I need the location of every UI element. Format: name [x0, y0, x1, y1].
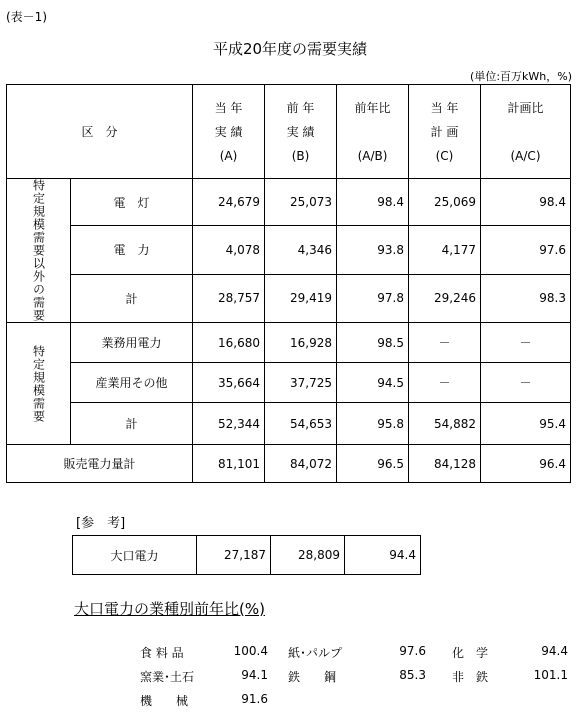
- industry-label: 窯業･土石: [140, 670, 195, 684]
- table-row: [7, 179, 571, 226]
- table-row: [73, 536, 421, 575]
- industry-label: 非 鉄: [452, 670, 489, 684]
- cell-c: 4,177: [409, 226, 481, 274]
- cell-c: 25,069: [409, 179, 481, 226]
- group-label: 特定規模需要以外の需要: [31, 179, 46, 322]
- row-label: 計: [71, 274, 193, 322]
- cell-c: 54,882: [409, 403, 481, 445]
- header-line: 前 年: [286, 100, 315, 115]
- header-line: (A/C): [510, 148, 541, 163]
- cell-a: 16,680: [193, 323, 265, 363]
- cell-a: 35,664: [193, 363, 265, 403]
- header-line: 実 績: [214, 124, 243, 139]
- cell-ab: 95.8: [337, 403, 409, 445]
- group-label: 特定規模需要: [31, 344, 46, 423]
- table-label: (表－1): [6, 10, 47, 24]
- industry-value: 91.6: [241, 692, 268, 706]
- industry-value: 97.6: [399, 644, 426, 658]
- header-line: 当 年: [430, 100, 459, 115]
- cell-b: 84,072: [265, 445, 337, 483]
- header-current-year: [193, 85, 265, 179]
- row-label: 電 灯: [71, 179, 193, 226]
- header-line: 計 画: [430, 124, 459, 139]
- cell-c: 29,246: [409, 274, 481, 322]
- cell-b: 28,809: [271, 536, 345, 575]
- cell-c: 84,128: [409, 445, 481, 483]
- industry-value: 100.4: [233, 644, 268, 658]
- table-row: [7, 226, 571, 274]
- reference-table: [72, 535, 421, 575]
- cell-b: 37,725: [265, 363, 337, 403]
- industry-value: 85.3: [399, 668, 426, 682]
- industry-value: 94.4: [541, 644, 568, 658]
- group-specified: [7, 323, 71, 445]
- header-line: (A/B): [357, 148, 388, 163]
- cell-ab: 94.4: [345, 536, 421, 575]
- industry-title: 大口電力の業種別前年比(%): [74, 600, 265, 618]
- header-line: 前年比: [354, 100, 391, 115]
- cell-ac: －: [481, 363, 571, 403]
- header-line: (A): [219, 148, 238, 163]
- cell-ac: 95.4: [481, 403, 571, 445]
- unit-note: (単位:百万kWh，%): [470, 70, 572, 83]
- industry-label: 紙･パルプ: [288, 646, 343, 660]
- cell-c: －: [409, 323, 481, 363]
- page-title: 平成20年度の需要実績: [212, 40, 368, 58]
- header-line: (B): [291, 148, 310, 163]
- cell-a: 81,101: [193, 445, 265, 483]
- header-line: 実 績: [286, 124, 315, 139]
- cell-ab: 98.5: [337, 323, 409, 363]
- cell-a: 24,679: [193, 179, 265, 226]
- cell-ac: －: [481, 323, 571, 363]
- industry-label: 機 械: [140, 694, 189, 708]
- cell-b: 54,653: [265, 403, 337, 445]
- cell-a: 52,344: [193, 403, 265, 445]
- industry-label: 食 料 品: [140, 646, 184, 660]
- industry-label: 鉄 鋼: [288, 670, 337, 684]
- table-row: [7, 403, 571, 445]
- cell-a: 4,078: [193, 226, 265, 274]
- reference-label: [参 考]: [76, 516, 126, 531]
- cell-b: 4,346: [265, 226, 337, 274]
- industry-label: 化 学: [452, 646, 489, 660]
- industry-value: 94.1: [241, 668, 268, 682]
- cell-ac: 96.4: [481, 445, 571, 483]
- header-row: [7, 85, 571, 179]
- row-label: 販売電力量計: [7, 445, 193, 483]
- cell-b: 29,419: [265, 274, 337, 322]
- table-row: [7, 323, 571, 363]
- header-line: 計画比: [507, 100, 544, 115]
- industry-value: 101.1: [533, 668, 568, 682]
- header-plan-ratio: [481, 85, 571, 179]
- cell-c: －: [409, 363, 481, 403]
- row-label: 業務用電力: [71, 323, 193, 363]
- cell-ab: 94.5: [337, 363, 409, 403]
- cell-ab: 97.8: [337, 274, 409, 322]
- header-prev-year: [265, 85, 337, 179]
- header-plan: [409, 85, 481, 179]
- header-line: (C): [435, 148, 454, 163]
- cell-ac: 97.6: [481, 226, 571, 274]
- row-label: 大口電力: [73, 536, 197, 575]
- cell-b: 25,073: [265, 179, 337, 226]
- table-row: [7, 363, 571, 403]
- cell-ab: 93.8: [337, 226, 409, 274]
- row-label: 産業用その他: [71, 363, 193, 403]
- table-row: [7, 274, 571, 322]
- cell-ac: 98.3: [481, 274, 571, 322]
- header-category: 区 分: [7, 85, 193, 179]
- cell-ab: 96.5: [337, 445, 409, 483]
- header-yoy: [337, 85, 409, 179]
- group-non-specified: [7, 179, 71, 323]
- cell-ab: 98.4: [337, 179, 409, 226]
- cell-a: 27,187: [197, 536, 271, 575]
- cell-ac: 98.4: [481, 179, 571, 226]
- table-row: [7, 445, 571, 483]
- row-label: 電 力: [71, 226, 193, 274]
- demand-table: [6, 84, 571, 483]
- cell-b: 16,928: [265, 323, 337, 363]
- cell-a: 28,757: [193, 274, 265, 322]
- header-line: 当 年: [214, 100, 243, 115]
- row-label: 計: [71, 403, 193, 445]
